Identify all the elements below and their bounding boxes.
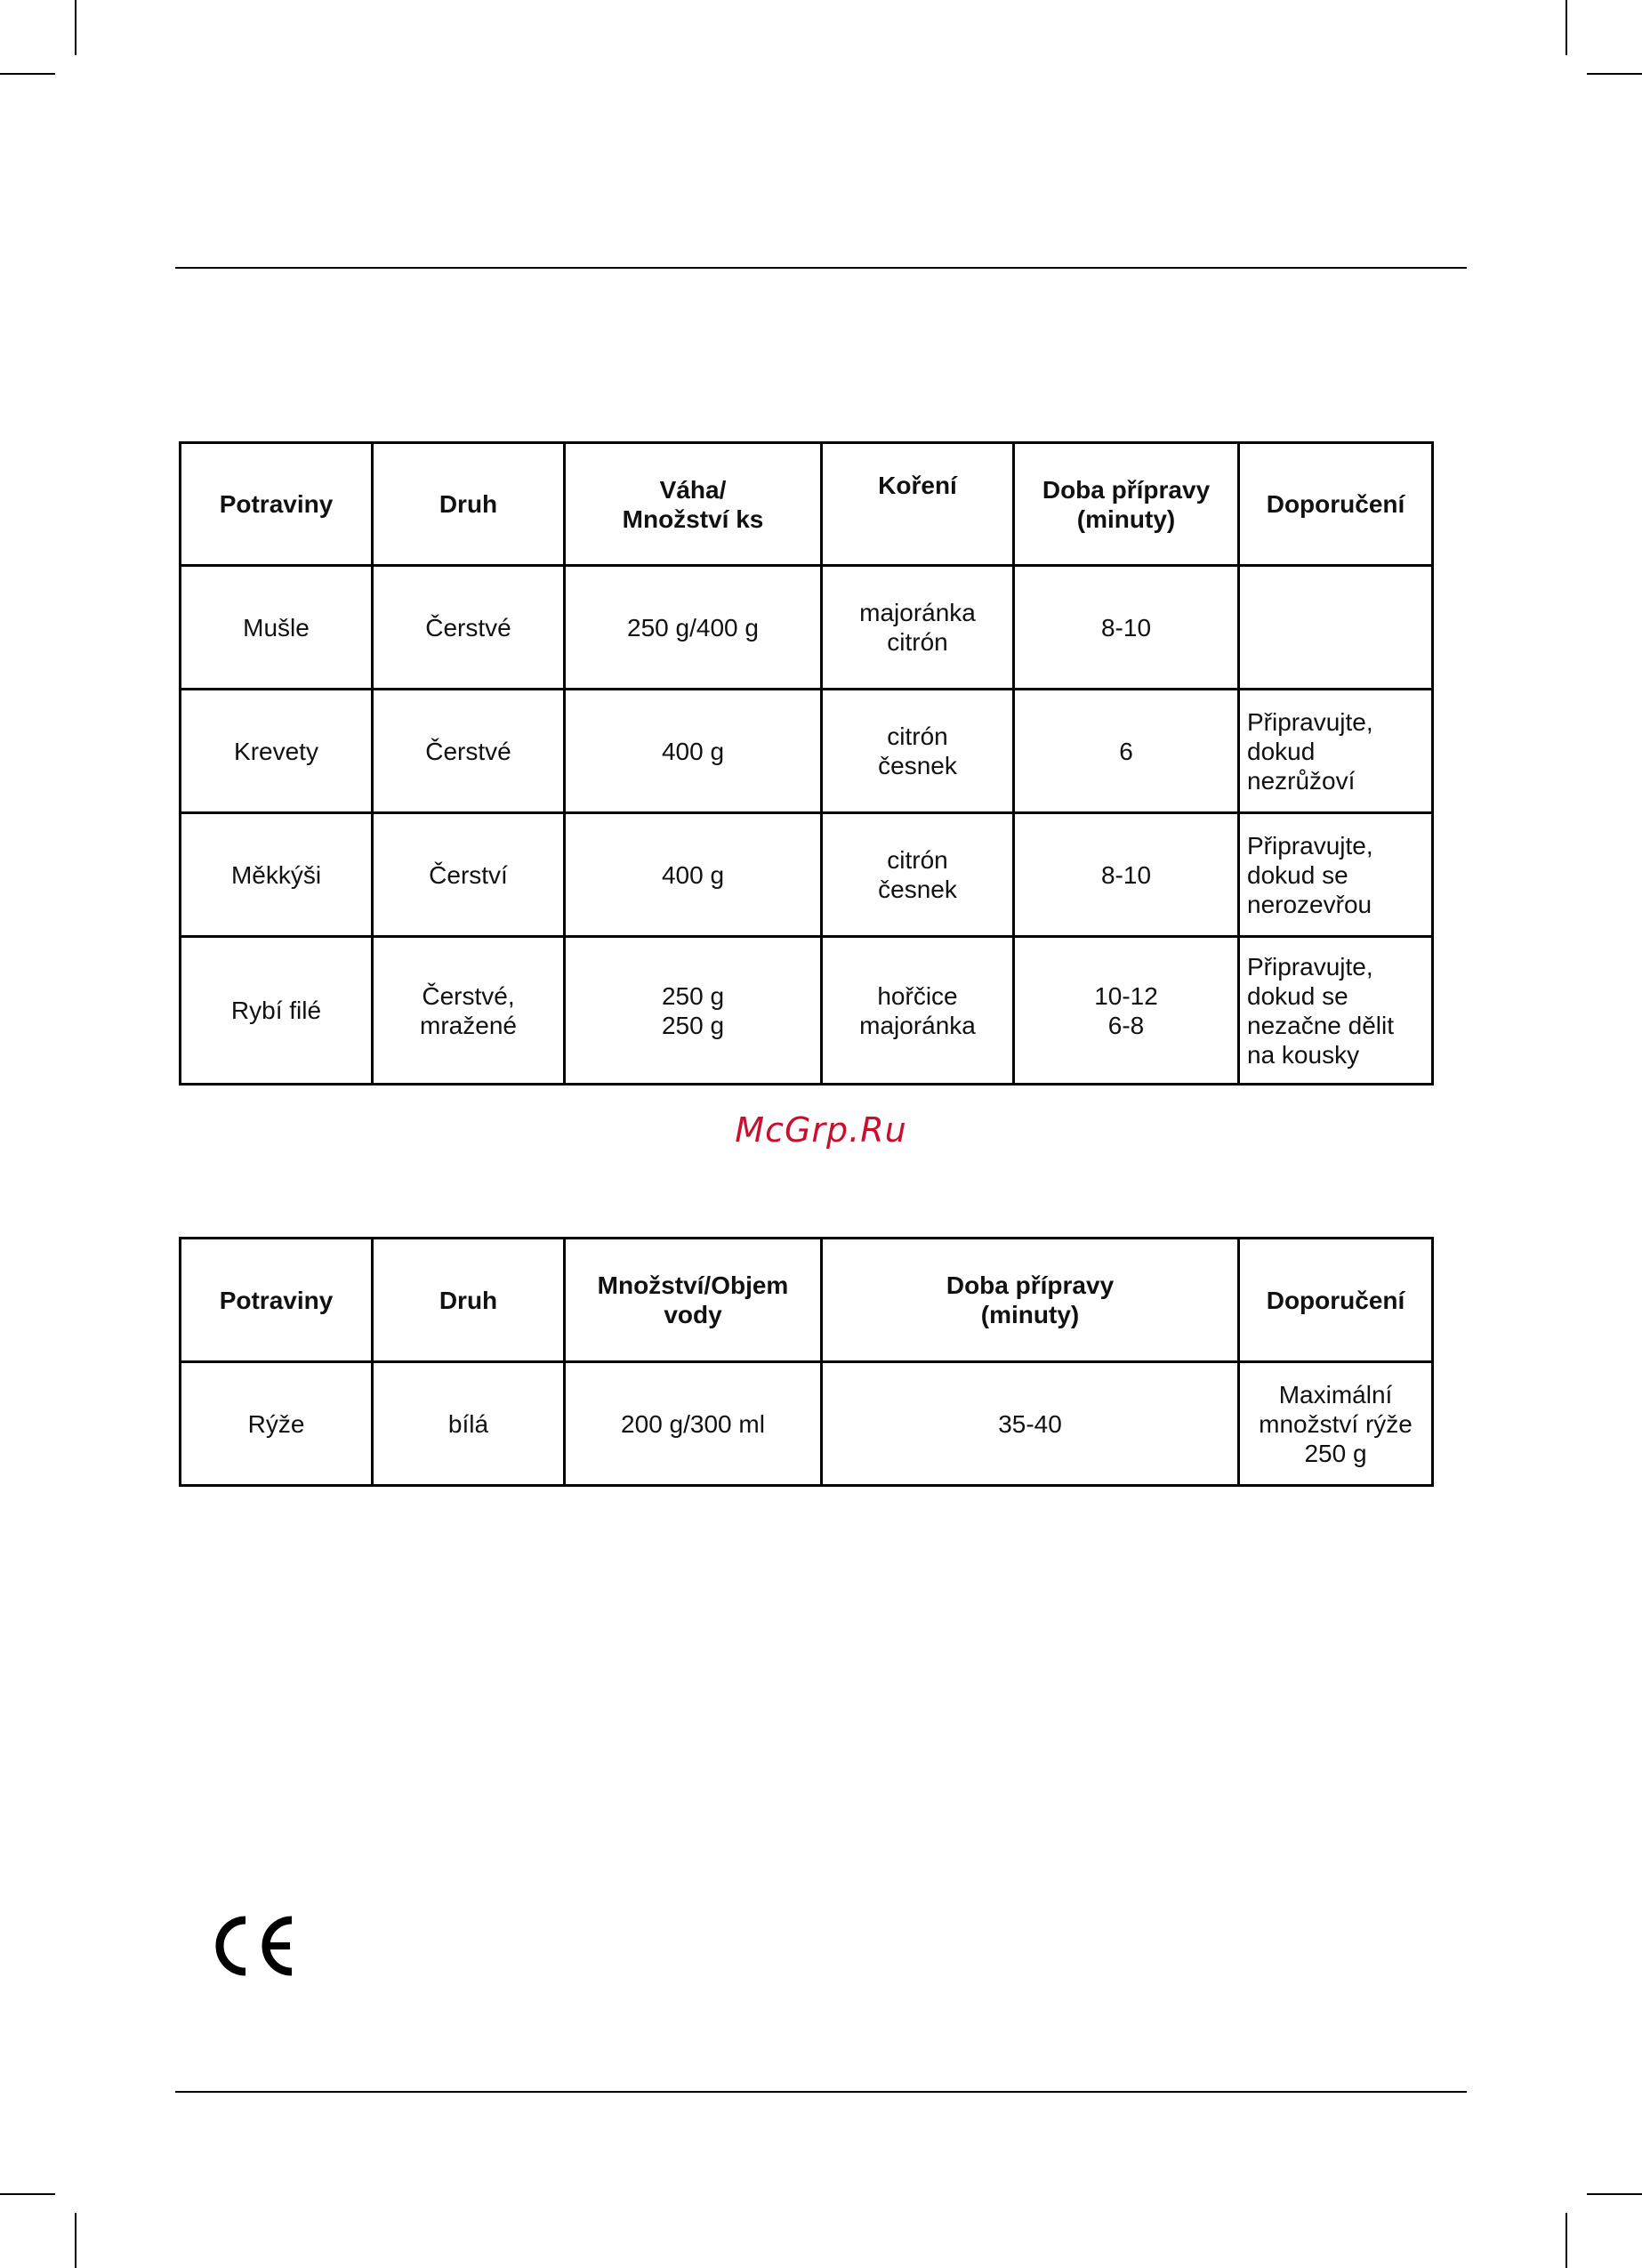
table-cell: Krevety: [181, 690, 373, 813]
header-cell: Druh: [373, 1239, 565, 1362]
crop-mark: [1587, 73, 1642, 75]
table-cell: 400 g: [565, 690, 822, 813]
table-cell: bílá: [373, 1362, 565, 1486]
table-cell: 6: [1014, 690, 1239, 813]
table-cell: Připravujte, dokud se nezačne dělit na kousky: [1239, 937, 1433, 1085]
crop-mark: [0, 73, 55, 75]
table-cell: 10-12 6-8: [1014, 937, 1239, 1085]
table-cell: [1239, 566, 1433, 690]
table-cell: majoránka citrón: [822, 566, 1014, 690]
header-cell: Potraviny: [181, 1239, 373, 1362]
table-cell: Čerstvé: [373, 690, 565, 813]
header-cell: Váha/ Množství ks: [565, 443, 822, 566]
watermark: McGrp.Ru: [735, 1110, 907, 1150]
table-header-row: [181, 1239, 1433, 1362]
table-cell: Připravujte, dokud se nerozevřou: [1239, 813, 1433, 937]
table-header-row: [181, 443, 1433, 566]
ce-mark-icon: [212, 1915, 297, 1977]
rice-table: [179, 1237, 1434, 1487]
crop-mark: [75, 0, 76, 55]
table-cell: Čerství: [373, 813, 565, 937]
table-cell: Rýže: [181, 1362, 373, 1486]
table-cell: Čerstvé, mražené: [373, 937, 565, 1085]
table-row: [181, 813, 1433, 937]
table-cell: citrón česnek: [822, 813, 1014, 937]
header-cell: Doba přípravy (minuty): [822, 1239, 1239, 1362]
table-cell: Čerstvé: [373, 566, 565, 690]
crop-mark: [75, 2213, 76, 2268]
table-cell: Rybí filé: [181, 937, 373, 1085]
table-cell: 250 g 250 g: [565, 937, 822, 1085]
table-cell: Mušle: [181, 566, 373, 690]
table-cell: 35-40: [822, 1362, 1239, 1486]
top-rule: [175, 267, 1467, 269]
header-cell: Potraviny: [181, 443, 373, 566]
table-cell: 400 g: [565, 813, 822, 937]
table-cell: 8-10: [1014, 813, 1239, 937]
header-cell: Doporučení: [1239, 1239, 1433, 1362]
header-cell: Doporučení: [1239, 443, 1433, 566]
crop-mark: [1566, 2213, 1567, 2268]
table-row: [181, 566, 1433, 690]
header-cell: Druh: [373, 443, 565, 566]
table-cell: citrón česnek: [822, 690, 1014, 813]
header-cell: Doba přípravy (minuty): [1014, 443, 1239, 566]
table-row: [181, 1362, 1433, 1486]
table-cell: Maximální množství rýže 250 g: [1239, 1362, 1433, 1486]
bottom-rule: [175, 2091, 1467, 2093]
crop-mark: [0, 2193, 55, 2195]
table-cell: Měkkýši: [181, 813, 373, 937]
table-row: [181, 937, 1433, 1085]
seafood-table: [179, 441, 1434, 1086]
header-cell: Koření: [822, 443, 1014, 566]
table-cell: 200 g/300 ml: [565, 1362, 822, 1486]
table-cell: 8-10: [1014, 566, 1239, 690]
table-cell: 250 g/400 g: [565, 566, 822, 690]
crop-mark: [1587, 2193, 1642, 2195]
table-cell: Připravujte, dokud nezrůžoví: [1239, 690, 1433, 813]
table-row: [181, 690, 1433, 813]
table-cell: hořčice majoránka: [822, 937, 1014, 1085]
crop-mark: [1566, 0, 1567, 55]
header-cell: Množství/Objem vody: [565, 1239, 822, 1362]
